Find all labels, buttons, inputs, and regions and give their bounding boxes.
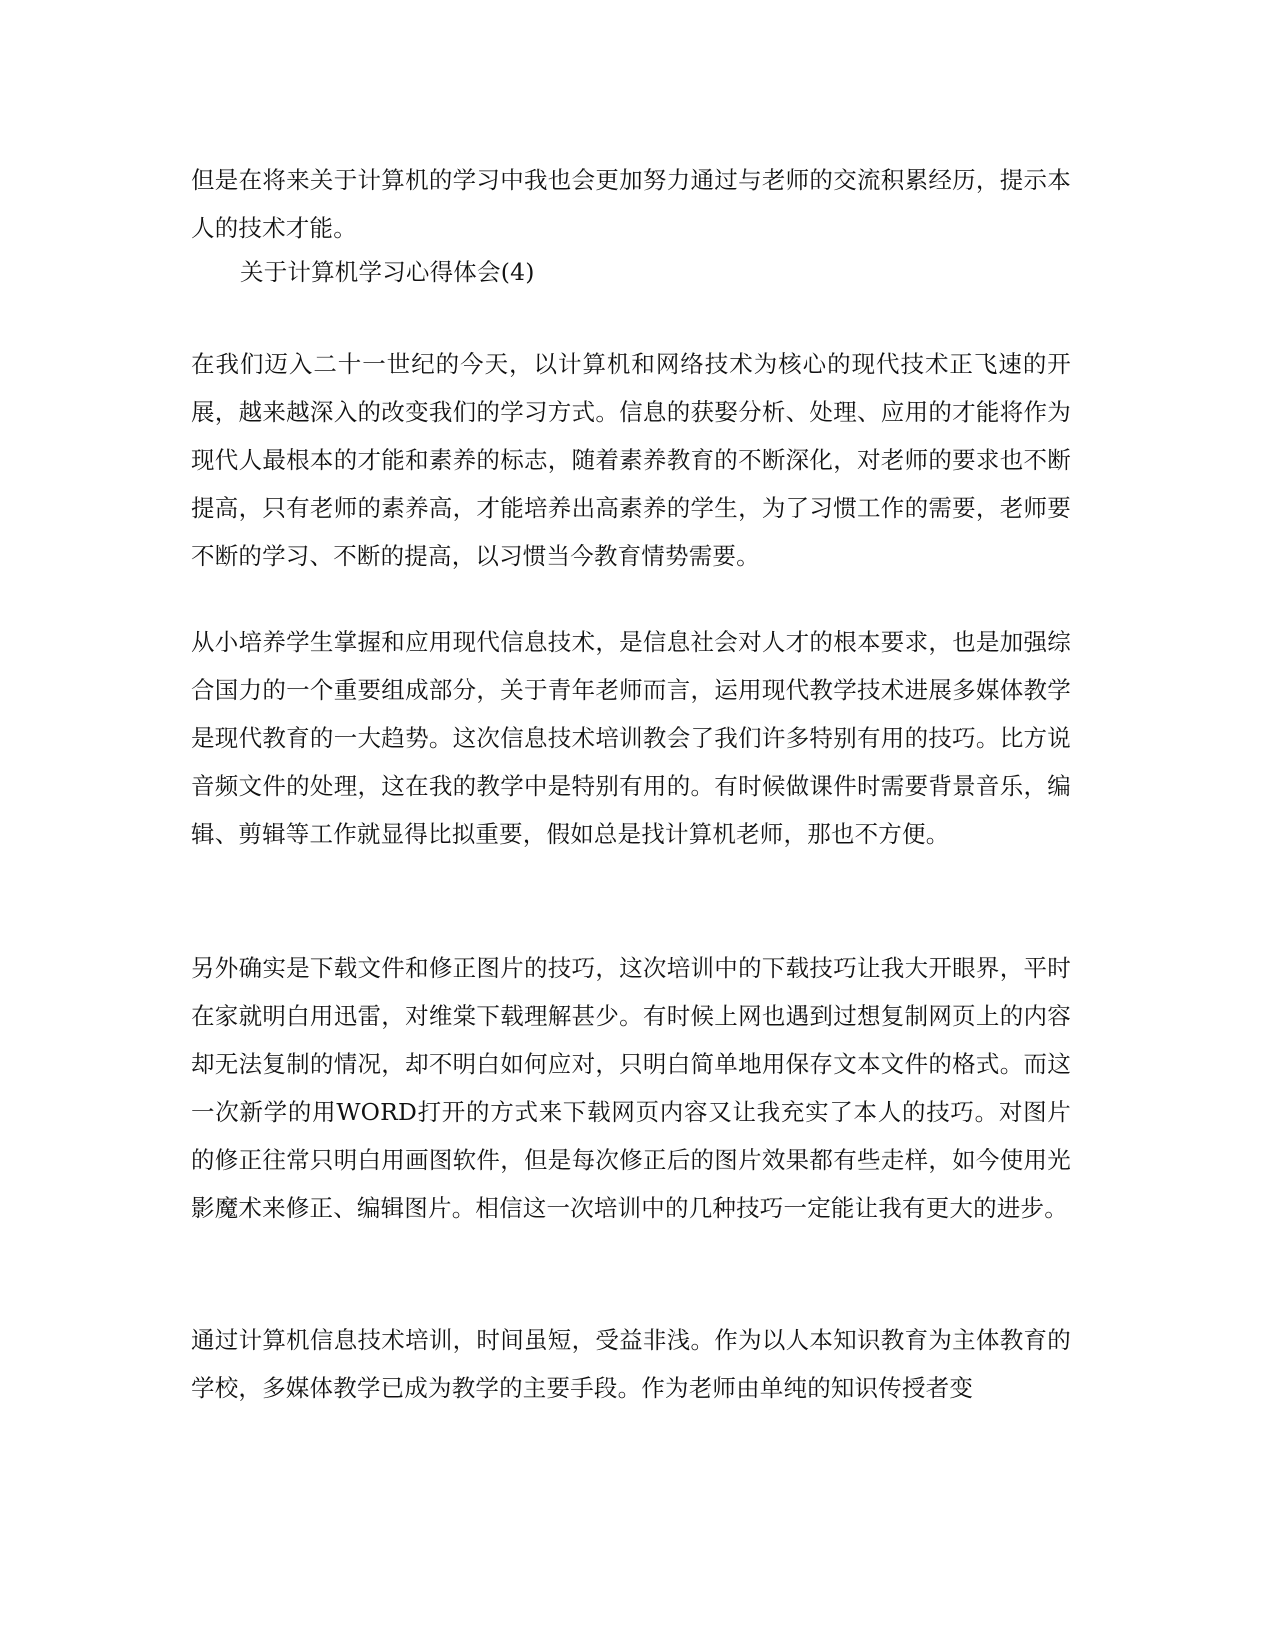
body-paragraph-3: 另外确实是下载文件和修正图片的技巧，这次培训中的下载技巧让我大开眼界，平时在家就明白用迅雷，对维棠下载理解甚少。有时候上网也遇到过想复制网页上的内容却无法复制的情况，却不明白如何应对，只明白简单地用保存文本文件的格式。而这一次新学的用WORD打开的方式来下载网页内容又让我充实了本人的技巧。对图片的修正往常只明白用画图软件，但是每次修正后的图片效果都有些走样，如今使用光影魔术来修正、编辑图片。相信这一次培训中的几种技巧一定能让我有更大的进步。 (191, 954, 1071, 1222)
intro-paragraph: 但是在将来关于计算机的学习中我也会更加努力通过与老师的交流积累经历，提示本人的技术才能。 (191, 166, 1071, 242)
section-title: 关于计算机学习心得体会(4) (240, 258, 535, 286)
body-paragraph-4: 通过计算机信息技术培训，时间虽短，受益非浅。作为以人本知识教育为主体教育的学校，多媒体教学已成为教学的主要手段。作为老师由单纯的知识传授者变 (191, 1326, 1071, 1402)
body-paragraph-2: 从小培养学生掌握和应用现代信息技术，是信息社会对人才的根本要求，也是加强综合国力的一个重要组成部分，关于青年老师而言，运用现代教学技术进展多媒体教学是现代教育的一大趋势。这次信息技术培训教会了我们许多特别有用的技巧。比方说音频文件的处理，这在我的教学中是特别有用的。有时候做课件时需要背景音乐，编辑、剪辑等工作就显得比拟重要，假如总是找计算机老师，那也不方便。 (191, 628, 1071, 848)
body-paragraph-1: 在我们迈入二十一世纪的今天，以计算机和网络技术为核心的现代技术正飞速的开展，越来越深入的改变我们的学习方式。信息的获娶分析、处理、应用的才能将作为现代人最根本的才能和素养的标志，随着素养教育的不断深化，对老师的要求也不断提高，只有老师的素养高，才能培养出高素养的学生，为了习惯工作的需要，老师要不断的学习、不断的提高，以习惯当今教育情势需要。 (191, 350, 1071, 570)
